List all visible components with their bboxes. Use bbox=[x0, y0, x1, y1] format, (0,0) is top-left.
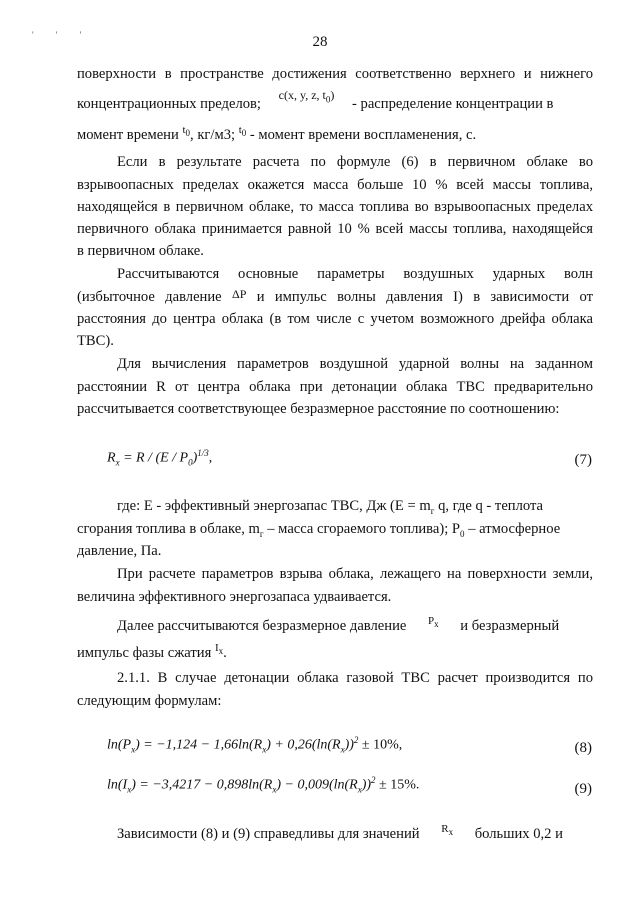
concentration-function bbox=[278, 88, 335, 105]
text-sub: г bbox=[430, 505, 435, 516]
text-line: 2.1.1. В случае детонации облака газовой ТВС расчет производится по bbox=[117, 670, 593, 686]
text-span: Далее рассчитываются безразмерное давление bbox=[117, 618, 407, 634]
text-line: При расчете параметров взрыва облака, лежащего на поверхности земли, bbox=[117, 566, 593, 582]
f9-sub2: x bbox=[272, 784, 277, 795]
time-symbol bbox=[238, 124, 247, 139]
px-symbol bbox=[428, 615, 439, 630]
text-line: расстоянии R от центра облака при детонации облака ТВС предварительно bbox=[77, 379, 593, 395]
f7-sub2: 0 bbox=[188, 457, 193, 468]
t-sub: 0 bbox=[185, 128, 191, 139]
t-letter: t bbox=[182, 124, 186, 136]
text-line: поверхности в пространстве достижения соответственно верхнего и нижнего bbox=[77, 66, 593, 82]
f8-a: ln(P bbox=[107, 737, 132, 753]
func-text: c(x, y, z, t bbox=[278, 88, 326, 102]
text-span: концентрационных пределов; bbox=[77, 96, 261, 112]
f8-sub2: x bbox=[262, 744, 267, 755]
f7-r: R bbox=[107, 450, 116, 466]
text-line: Рассчитываются основные параметры воздушных ударных волн bbox=[117, 266, 593, 282]
px-sub: x bbox=[434, 619, 439, 630]
rx-letter: R bbox=[441, 823, 449, 835]
text-span: (избыточное давление bbox=[77, 289, 222, 305]
text-line: Для вычисления параметров воздушной ударной волны на заданном bbox=[117, 356, 593, 372]
text-line: рассчитывается соответствующее безразмерное расстояние по соотношению: bbox=[77, 401, 560, 417]
func-sub: 0 bbox=[325, 94, 331, 105]
text-line bbox=[77, 88, 593, 118]
f7-rest: = R / (E / P bbox=[119, 450, 189, 466]
ix-sub: x bbox=[218, 646, 224, 657]
text-span: – атмосферное bbox=[468, 521, 561, 537]
func-close: ) bbox=[330, 88, 335, 102]
text-line bbox=[77, 125, 593, 149]
equation-number-9: (9) bbox=[574, 781, 592, 797]
formula-9 bbox=[107, 775, 419, 794]
f7-exp: 1/3 bbox=[197, 448, 209, 458]
f9-sub: x bbox=[127, 784, 132, 795]
t-letter: t bbox=[238, 124, 242, 136]
f8-comma: , bbox=[398, 737, 403, 753]
text-span: Зависимости (8) и (9) справедливы для значений bbox=[117, 826, 420, 842]
px-letter: P bbox=[428, 615, 435, 627]
f8-d: )) bbox=[344, 737, 354, 753]
text-span: . bbox=[223, 645, 227, 661]
text-span: и безразмерный bbox=[460, 618, 560, 634]
text-span: – масса сгораемого топлива); P bbox=[267, 521, 461, 537]
formula-8 bbox=[107, 735, 402, 754]
text-line bbox=[117, 616, 593, 640]
f8-sub: x bbox=[131, 744, 136, 755]
text-line: взрывоопасных пределах окажется масса больше 10 % всей массы топлива, bbox=[77, 177, 593, 193]
t-sub: 0 bbox=[241, 128, 247, 139]
equation-number-7: (7) bbox=[574, 452, 592, 468]
text-span: где: E - эффективный энергозапас ТВС, Дж (E = m bbox=[117, 498, 431, 514]
rx-symbol bbox=[441, 823, 454, 838]
rx-sub: x bbox=[448, 827, 454, 838]
text-line: Если в результате расчета по формуле (6) в первичном облаке во bbox=[117, 154, 593, 170]
text-span: импульс фазы сжатия bbox=[77, 645, 212, 661]
text-line bbox=[117, 824, 593, 848]
text-span: момент времени bbox=[77, 127, 179, 143]
f7-tail: , bbox=[208, 450, 213, 466]
text-sub: 0 bbox=[460, 528, 465, 539]
f8-tail: ± 10% bbox=[358, 737, 399, 753]
text-span: , кг/м3; bbox=[190, 127, 236, 143]
f9-b: ) = −3,4217 − 0,898ln(R bbox=[131, 777, 273, 793]
f9-exp: 2 bbox=[371, 775, 376, 785]
scan-specks: ' ' ' bbox=[32, 30, 92, 40]
text-line bbox=[117, 496, 593, 521]
text-span: - распределение концентрации в bbox=[352, 96, 554, 112]
text-line: находящейся в первичном облаке, то масса топлива во взрывоопасных пределах bbox=[77, 199, 593, 215]
text-line bbox=[77, 643, 593, 667]
text-line: ТВС). bbox=[77, 333, 114, 349]
time-symbol bbox=[182, 124, 191, 139]
text-line: давление, Па. bbox=[77, 543, 162, 559]
text-line: расстояния до центра облака (в том числе с учетом возможного дрейфа облака bbox=[77, 311, 593, 327]
equation-number-8: (8) bbox=[574, 740, 592, 756]
f9-c: ) − 0,009(ln(R bbox=[276, 777, 358, 793]
text-line bbox=[77, 287, 593, 307]
text-span: q, где q - теплота bbox=[438, 498, 544, 514]
f9-a: ln(I bbox=[107, 777, 128, 793]
f7-close: ) bbox=[192, 450, 198, 466]
f8-sub3: x bbox=[340, 744, 345, 755]
text-line: в первичном облаке. bbox=[77, 243, 204, 259]
text-line: величина эффективного энергозапаса удваивается. bbox=[77, 589, 392, 605]
text-span: больших 0,2 и bbox=[474, 826, 563, 842]
delta-p-symbol: ΔP bbox=[231, 287, 247, 301]
f9-tail: ± 15% bbox=[375, 777, 416, 793]
text-span: сгорания топлива в облаке, m bbox=[77, 521, 260, 537]
page-number: 28 bbox=[312, 34, 328, 50]
text-sub: г bbox=[259, 528, 264, 539]
f9-sub3: x bbox=[357, 784, 362, 795]
f7-sub: x bbox=[115, 457, 120, 468]
f8-b: ) = −1,124 − 1,66ln(R bbox=[135, 737, 263, 753]
f9-comma: . bbox=[415, 777, 420, 793]
ix-letter: I bbox=[214, 642, 219, 654]
text-line: первичного облака принимается равной 10 % всей массы топлива, находящейся bbox=[77, 221, 593, 237]
formula-7 bbox=[107, 448, 212, 467]
ix-symbol bbox=[214, 642, 224, 657]
text-span: и импульс волны давления I) в зависимости от bbox=[256, 289, 594, 305]
text-span: - момент времени воспламенения, с. bbox=[249, 127, 477, 143]
f9-d: )) bbox=[361, 777, 372, 793]
f8-exp: 2 bbox=[353, 735, 359, 745]
f8-c: ) + 0,26(ln(R bbox=[266, 737, 341, 753]
text-line: следующим формулам: bbox=[77, 693, 222, 709]
